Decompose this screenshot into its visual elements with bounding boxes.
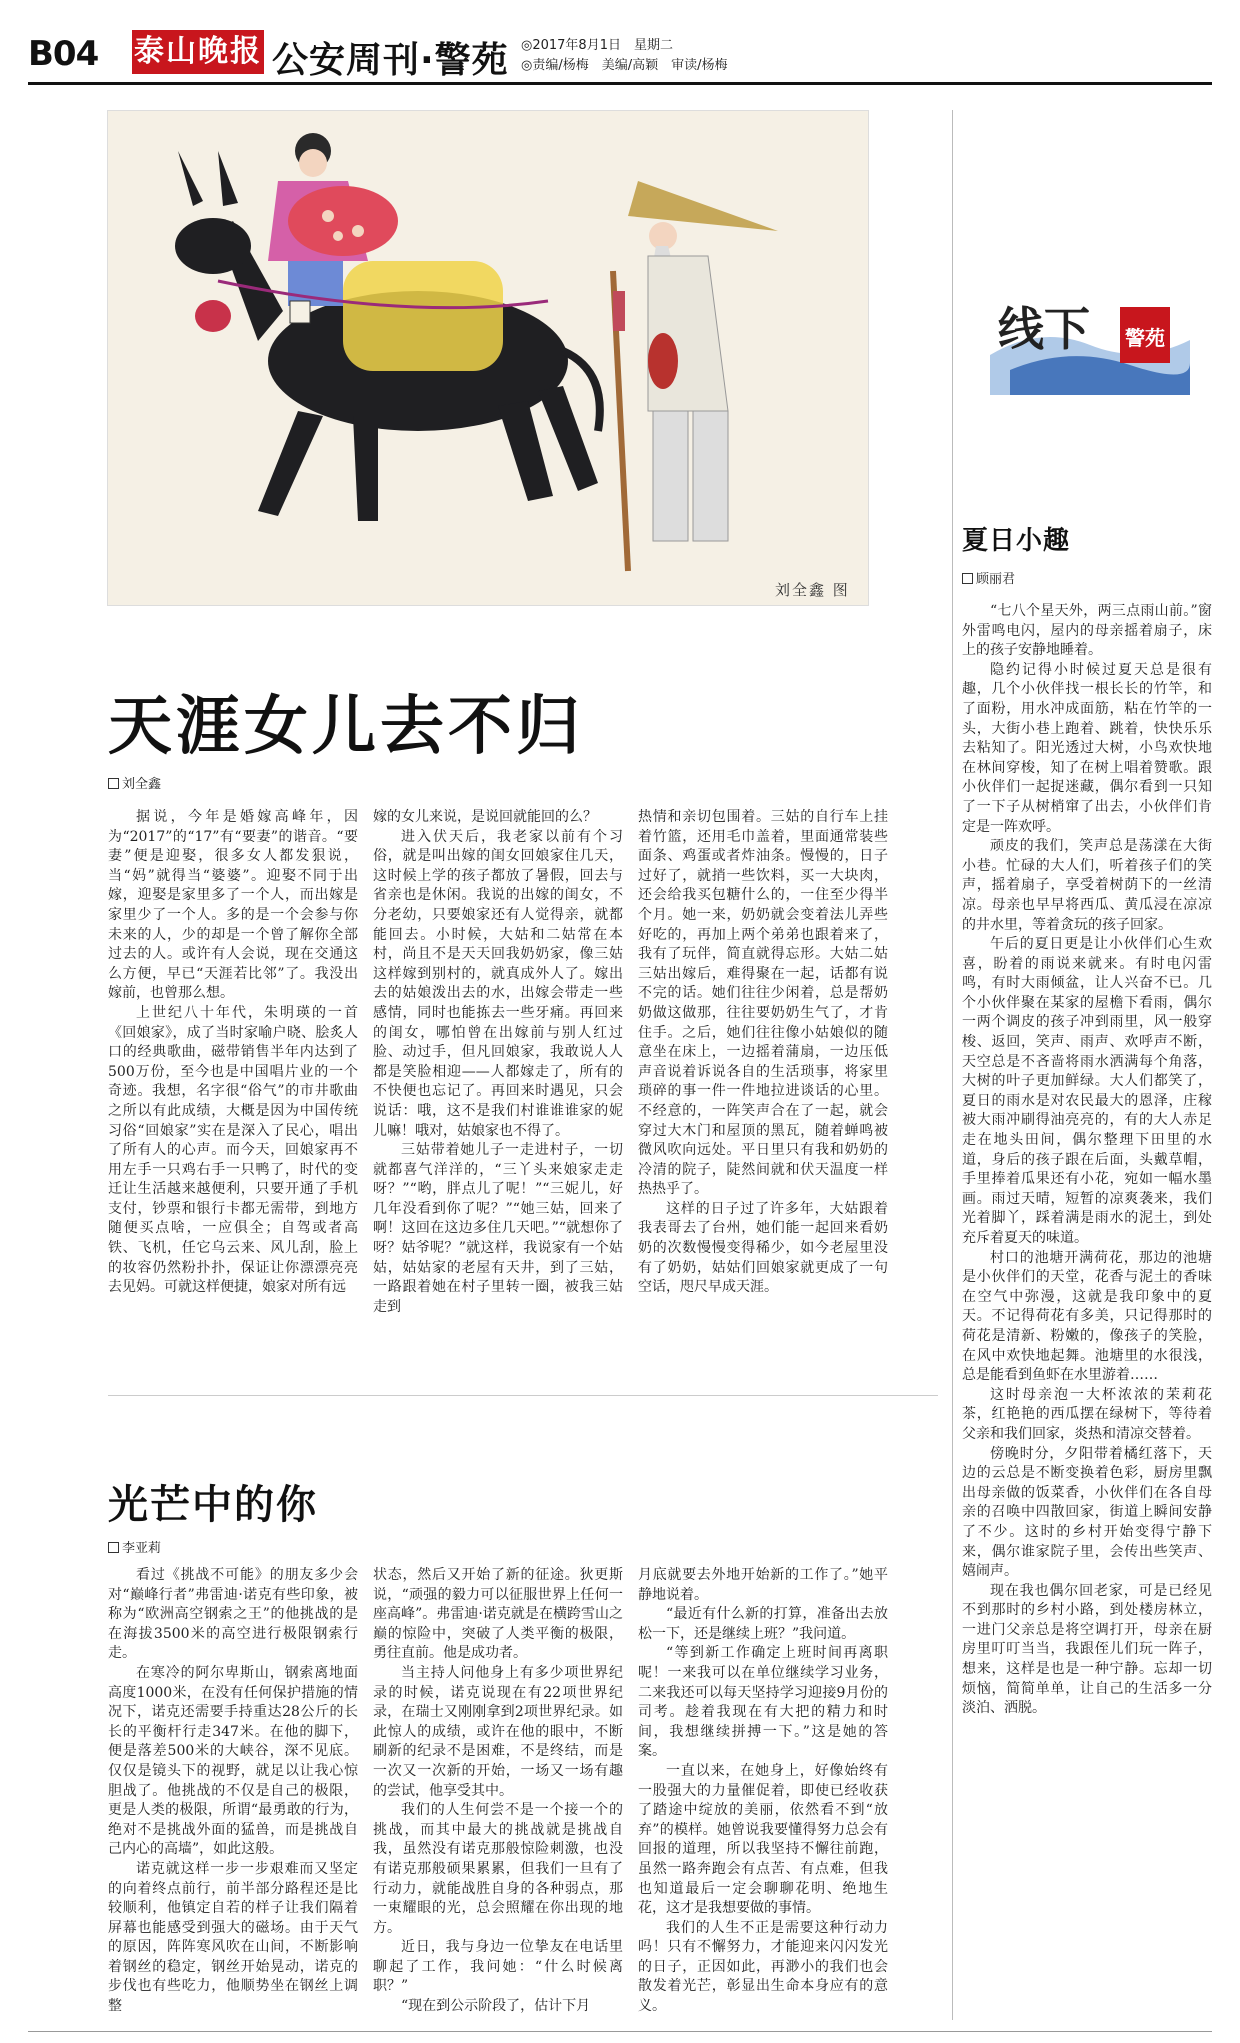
paragraph: 隐约记得小时候过夏天总是很有趣，几个小伙伴找一根长长的竹竿，和了面粉，用水冲成面筋，粘在竹竿的一头，大街小巷上跑着、跳着，快快乐乐去粘知了。阳光透过大树，小鸟欢快地在林间穿梭，知了在树上唱着赞歌。跟小伙伴们一起捉迷藏，偶尔看到一只知了一下子从树梢窜了出去，小伙伴们肯定是一阵欢呼。 (962, 661, 1212, 835)
paragraph: 在寒冷的阿尔卑斯山，钢索离地面高度1000米，在没有任何保护措施的情况下，诺克还需要手持重达28公斤的长长的平衡杆行走347米。在他的脚下，便是落差500米的大峡谷，深不见底。仅仅是镜头下的视野，就足以让我心惊胆战了。他挑战的不仅是自己的极限，更是人类的极限，所谓“最勇敢的行为，绝对不是挑战外面的猛兽，而是挑战自己内心的高墙”，如此这般。 (108, 1664, 358, 1858)
issue-meta (521, 36, 727, 76)
paragraph: 这样的日子过了许多年，大姑跟着我表哥去了台州，她们能一起回来看奶奶的次数慢慢变得稀少，如今老屋里没有了奶奶，姑姑们回娘家就更成了一句空话，咫尺早成天涯。 (638, 1200, 888, 1296)
section-title: 公安周刊·警苑 (272, 40, 509, 81)
sidebar-title: 夏日小趣 (962, 526, 1071, 556)
article2-byline (108, 1537, 161, 1556)
paragraph: 嫁的女儿来说，是说回就能回的么？ (373, 809, 597, 825)
paragraph: “最近有什么新的打算，准备出去放松一下，还是继续上班？”我问道。 (638, 1606, 888, 1642)
paragraph: 顽皮的我们，笑声总是荡漾在大街小巷。忙碌的大人们，听着孩子们的笑声，摇着扇子，享受着树荫下的一丝清凉。母亲也早早将西瓜、黄瓜浸在凉凉的井水里，等着贪玩的孩子回家。 (962, 838, 1212, 933)
byline-box-icon (962, 573, 973, 584)
paragraph: 现在我也偶尔回老家，可是已经见不到那时的乡村小路，到处楼房林立，一进门父亲总是将空调打开，母亲在厨房里叮叮当当，我跟侄儿们玩一阵子，想来，这样是也是一种宁静。忘却一切烦恼，简简单单，让自己的生活多一分淡泊、洒脱。 (962, 1582, 1212, 1717)
paragraph: 我们的人生不正是需要这种行动力吗！只有不懈努力，才能迎来闪闪发光的日子，正因如此，再渺小的我们也会散发着光芒，彰显出生命本身应有的意义。 (638, 1919, 888, 2015)
header-rule (28, 82, 1212, 85)
paragraph: “等到新工作确定上班时间再离职呢！一来我可以在单位继续学习业务，二来我还可以每天坚持学习迎接9月份的司考。趁着我现在有大把的精力和时间，我想继续拼搏一下。”这是她的答案。 (638, 1645, 888, 1760)
paragraph: 我们的人生何尝不是一个接一个的挑战，而其中最大的挑战就是挑战自我，虽然没有诺克那般惊险刺激，也没有诺克那般硕果累累，但我们一旦有了行动力，就能战胜自身的各种弱点，那一束耀眼的光，总会照耀在你出现的地方。 (373, 1802, 623, 1936)
newspaper-logo: 泰山晚报 (132, 30, 264, 74)
staff-line: ◎责编/杨梅 美编/高颖 审读/杨梅 (521, 58, 728, 73)
column-logo-text: 线下 (998, 302, 1090, 356)
byline-box-icon (108, 1542, 119, 1553)
illustration-credit: 刘全鑫 图 (775, 581, 850, 599)
article1-column-3 (638, 808, 888, 1298)
paragraph: 午后的夏日更是让小伙伴们心生欢喜，盼着的雨说来就来。有时电闪雷鸣，有时大雨倾盆，让人兴奋不已。几个小伙伴聚在某家的屋檐下看雨，偶尔一两个调皮的孩子冲到雨里，风一般穿梭、返回，笑声、雨声、欢呼声不断，天空总是不吝啬将雨水洒满每个角落，大树的叶子更加鲜绿。大人们都笑了，夏日的雨水是对农民最大的恩泽，庄稼被大雨冲刷得油亮亮的，有的大人赤足走在地头田间，偶尔整理下田里的水道，身后的孩子跟在后面，头戴草帽，手里捧着瓜果还有小花，宛如一幅水墨画。雨过天晴，短暂的凉爽袭来，我们光着脚丫，踩着满是雨水的泥土，到处充斥着夏天的味道。 (962, 936, 1212, 1246)
column-logo-stamp: 警苑 (1125, 326, 1165, 350)
paragraph: 村口的池塘开满荷花，那边的池塘是小伙伴们的天堂，花香与泥土的香味在空气中弥漫，这就是我印象中的夏天。不记得荷花有多美，只记得那时的荷花是清新、粉嫩的，像孩子的笑脸，在风中欢快地起舞。池塘里的水很浅，总是能看到鱼虾在水里游着…… (962, 1249, 1212, 1384)
column-divider (952, 110, 953, 2020)
sidebar-byline (962, 568, 1015, 587)
paragraph: 热情和亲切包围着。三姑的自行车上挂着竹篮，还用毛巾盖着，里面通常装些面条、鸡蛋或者炸油条。慢慢的，日子过好了，就捎一些饮料，买一大块肉，还会给我买包糖什么的，一住至少得半个月。她一来，奶奶就会变着法儿弄些好吃的，再加上两个弟弟也跟着来了，我有了玩伴，简直就得忘形。大姑二姑三姑出嫁后，难得聚在一起，话都有说不完的话。她们往往少闲着，总是帮奶奶做这做那，往往要奶奶生气了，才肯住手。之后，她们往往像小姑娘似的随意坐在床上，一边摇着蒲扇，一边压低声音说着诉说各自的生活琐事，将家里琐碎的事一件一件地拉进谈话的心里。不经意的，一阵笑声合在了一起，就会穿过大木门和屋顶的黑瓦，随着蝉鸣被微风吹向远处。平日里只有我和奶奶的冷清的院子，陡然间就和伏天温度一样热热乎了。 (638, 809, 888, 1198)
illustration-donkey-ride (107, 110, 869, 606)
paragraph: 上世纪八十年代，朱明瑛的一首《回娘家》，成了当时家喻户晓、脍炙人口的经典歌曲，磁带销售半年内达到了500万份，至今也是中国唱片业的一个奇迹。我想，名字很“俗气”的市井歌曲之所以有此成绩，大概是因为中国传统习俗“回娘家”实在是深入了民心，唱出了所有人的心声。而今天，回娘家再不用左手一只鸡右手一只鸭了，时代的变迁让生活越来越便利，只要开通了手机支付，钞票和银行卡都无需带，到地方随便买点啥，一应俱全；自驾或者高铁、飞机，任它乌云来、风儿刮，脸上的妆容仍然粉扑扑，保证让你漂漂亮亮去见妈。可就这样便捷，娘家对所有远 (108, 1004, 358, 1296)
paragraph: 据说，今年是婚嫁高峰年，因为“2017”的“17”有“要妻”的谐音。“要妻”便是迎娶，很多女人都发狠说，当“妈”就得当“婆婆”。迎娶不同于出嫁，迎娶是家里多了一个人，而出嫁是家里少了一个人。多的是一个会参与你未来的人，少的却是一个曾了解你全部过去的人。或许有人会说，现在交通这么方便，早已“天涯若比邻”了。我没出嫁前，也曾那么想。 (108, 809, 358, 1002)
bottom-rule (28, 2031, 1212, 2032)
article1-column-1 (108, 808, 358, 1298)
article-divider (108, 1395, 938, 1396)
paragraph: 月底就要去外地开始新的工作了。”她平静地说着。 (638, 1567, 888, 1603)
paragraph: “现在到公示阶段了，估计下月 (401, 1998, 591, 2015)
paragraph: “七八个星天外，两三点雨山前。”窗外雷鸣电闪，屋内的母亲摇着扇子，床上的孩子安静地睡着。 (962, 603, 1212, 659)
paragraph: 这时母亲泡一大杯浓浓的茉莉花茶，红艳艳的西瓜摆在绿树下，等待着父亲和我们回家，炎热和清凉交替着。 (962, 1386, 1212, 1442)
paragraph: 当主持人问他身上有多少项世界纪录的时候，诺克说现在有22项世界纪录，在瑞士又刚刚拿到2项世界纪录。如此惊人的成绩，或许在他的眼中，不断刷新的纪录不是困难，不是终结，而是一次又一次新的开始，一场又一场有趣的尝试，他享受其中。 (373, 1664, 623, 1799)
paragraph: 三姑带着她儿子一走进村子，一切就都喜气洋洋的，“三丫头来娘家走走呀？”“哟，胖点儿了呢！”“三妮儿，好几年没看到你了呢？”“她三姑，回来了啊！这回在这边多住几天吧。”“就想你了呀？姑爷呢？”就这样，我说家有一个姑姑，姑姑家的老屋有天井，到了三姑，一路跟着她在村子里转一圈，被我三姑走到 (373, 1142, 623, 1315)
article1-byline (108, 773, 161, 792)
article2-column-3 (638, 1566, 888, 2017)
article2-column-2 (373, 1566, 623, 2017)
sidebar-body (962, 602, 1212, 1719)
article1-column-2 (373, 808, 623, 1317)
article2-title: 光芒中的你 (108, 1482, 318, 1528)
paragraph: 看过《挑战不可能》的朋友多少会对“巅峰行者”弗雷迪·诺克有些印象，被称为“欧洲高空钢索之王”的他挑战的是在海拔3500米的高空进行极限钢索行走。 (108, 1567, 358, 1662)
article2-column-1 (108, 1566, 358, 2017)
article2-author: 李亚莉 (122, 1541, 162, 1556)
sidebar-author: 顾丽君 (976, 572, 1016, 587)
paragraph: 状态，然后又开始了新的征途。狄更斯说，“顽强的毅力可以征服世界上任何一座高峰”。弗雷迪·诺克就是在横跨雪山之巅的惊险中，突破了人类平衡的极限，勇往直前。他是成功者。 (373, 1567, 623, 1662)
article1-author: 刘全鑫 (122, 777, 162, 792)
date-line: ◎2017年8月1日 星期二 (521, 38, 673, 53)
page-number: B04 (28, 34, 99, 74)
paragraph: 傍晚时分，夕阳带着橘红落下，天边的云总是不断变换着色彩，厨房里飘出母亲做的饭菜香，小伙伴们在各自母亲的召唤中四散回家，街道上瞬间安静了不少。这时的乡村开始变得宁静下来，偶尔谁家院子里，会传出些笑声、嬉闹声。 (962, 1445, 1212, 1580)
column-logo-svg (980, 285, 1190, 395)
column-logo (980, 285, 1190, 395)
byline-box-icon (108, 778, 119, 789)
article1-title: 天涯女儿去不归 (108, 690, 584, 764)
paragraph: 诺克就这样一步一步艰难而又坚定的向着终点前行，前半部分路程还是比较顺利，他镇定自若的样子让我们隔着屏幕也能感受到强大的磁场。由于天气的原因，阵阵寒风吹在山间，不断影响着钢丝的稳定，钢丝开始晃动，诺克的步伐也有些吃力，他顺势坐在钢丝上调整 (108, 1860, 358, 2015)
paragraph: 近日，我与身边一位挚友在电话里聊起了工作，我问她：“什么时候离职？” (373, 1939, 623, 1995)
painting-svg (108, 111, 868, 605)
paragraph: 一直以来，在她身上，好像始终有一股强大的力量催促着，即使已经收获了踏途中绽放的美丽，依然看不到“放弃”的模样。她曾说我要懂得努力总会有回报的道理，所以我坚持不懈往前跑，虽然一路奔跑会有点苦、有点难，但我也知道最后一定会聊聊花明、绝地生花，这才是我想要做的事情。 (638, 1762, 888, 1917)
paragraph: 进入伏天后，我老家以前有个习俗，就是叫出嫁的闺女回娘家住几天，这时候上学的孩子都放了暑假，回去与省亲也是休闲。我说的出嫁的闺女，不分老幼，只要娘家还有人觉得亲，就都能回去。小时候，大姑和二姑常在本村，尚且不是天天回我奶奶家，像三姑这样嫁到别村的，就真成外人了。嫁出去的姑娘泼出去的水，出嫁会带走一些感情，同时也能拣去一些牙痛。再回来的闺女，哪怕曾在出嫁前与别人红过脸、动过手，但凡回娘家，我敢说人人都是笑脸相迎——人都嫁走了，所有的不快便也忘记了。再回来时遇见，只会说话：哦，这不是我们村谁谁谁家的妮儿嘛！哦对，姑娘家也不得了。 (373, 828, 623, 1139)
